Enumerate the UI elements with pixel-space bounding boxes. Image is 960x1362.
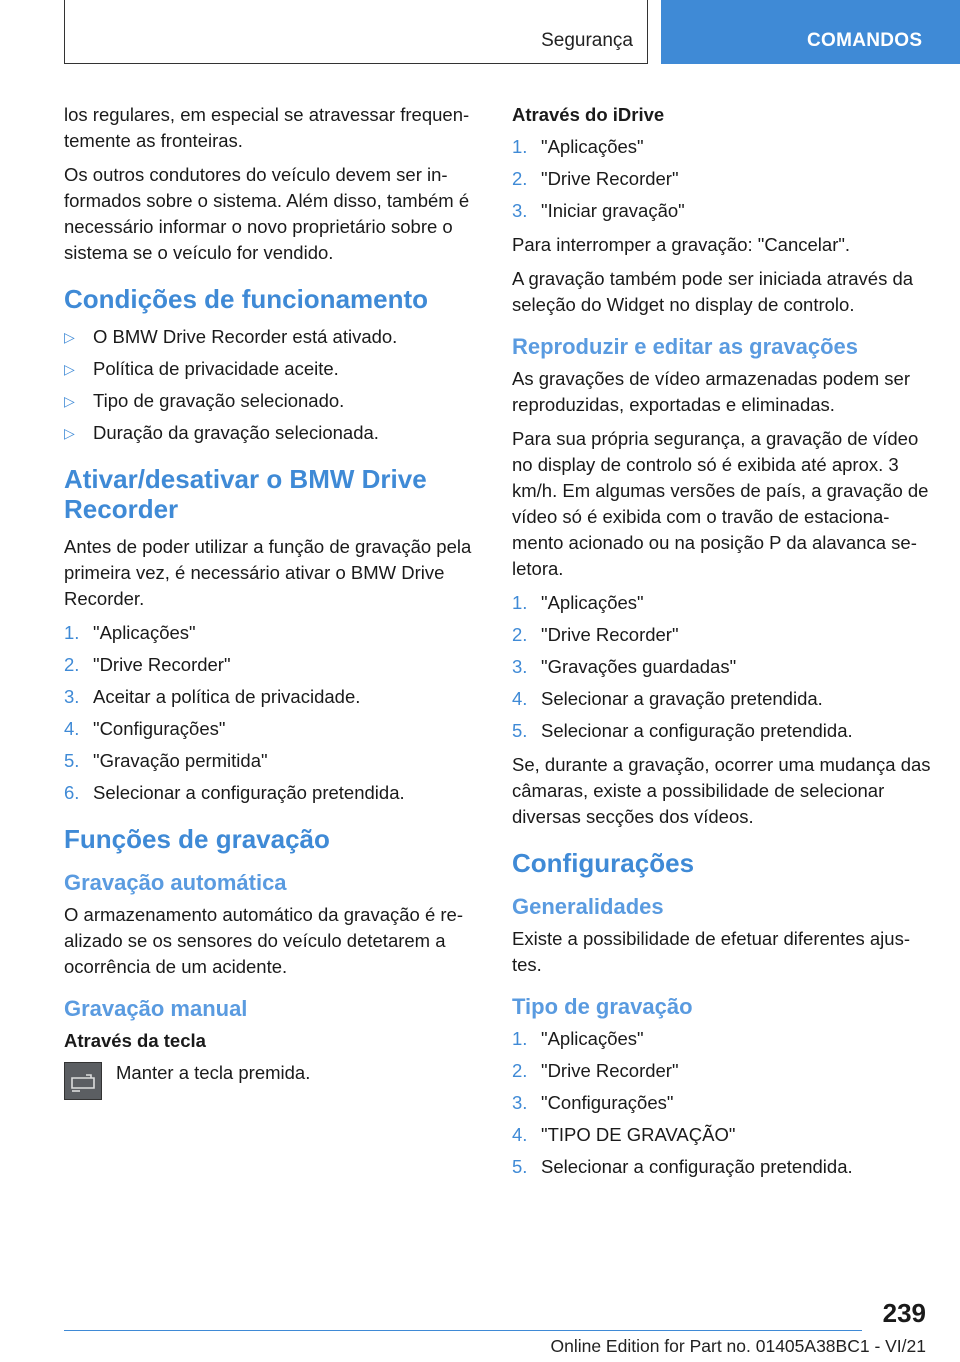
list-item: 5. Selecionar a configuração pretendida. (512, 1156, 853, 1177)
paragraph: los regulares, em especial se atravessar frequen-temente as fronteiras. (64, 104, 470, 151)
list-item: 3. "Iniciar gravação" (512, 200, 685, 221)
header-section: Segurança (541, 30, 633, 51)
paragraph: A gravação também pode ser iniciada através da seleção do Widget no display de controlo. (512, 268, 914, 315)
footer-edition: Online Edition for Part no. 01405A38BC1 - VI/21 (550, 1336, 926, 1356)
triangle-bullet-icon: ▷ (64, 393, 75, 409)
conditions-list (64, 324, 484, 446)
right-column (512, 102, 932, 1188)
heading-settings: Configurações (512, 848, 695, 878)
list-item: 3. "Gravações guardadas" (512, 656, 737, 677)
header-chapter-tab (661, 0, 960, 64)
heading-via-button: Através da tecla (64, 1030, 206, 1051)
list-item: 4. Selecionar a gravação pretendida. (512, 688, 823, 709)
triangle-bullet-icon: ▷ (64, 361, 75, 377)
left-column (64, 102, 484, 1102)
heading-playback: Reproduzir e editar as gravações (512, 334, 859, 359)
list-item: 4. "Configurações" (64, 718, 226, 739)
heading-recording-functions: Funções de gravação (64, 824, 330, 854)
paragraph: Existe a possibilidade de efetuar diferentes ajus-tes. (512, 928, 910, 975)
list-item: 1. "Aplicações" (512, 1028, 644, 1049)
playback-steps (512, 590, 932, 744)
paragraph: O armazenamento automático da gravação é re-alizado se os sensores do veículo detetarem a ocorrência de um acidente. (64, 904, 463, 977)
activate-steps (64, 620, 484, 806)
paragraph: Para interromper a gravação: "Cancelar". (512, 234, 851, 255)
paragraph: As gravações de vídeo armazenadas podem ser reproduzidas, exportadas e eliminadas. (512, 368, 910, 415)
header-chapter: COMANDOS (807, 30, 923, 51)
list-item: 5. Selecionar a configuração pretendida. (512, 720, 853, 741)
recording-type-steps (512, 1026, 932, 1180)
list-item: 2. "Drive Recorder" (512, 1060, 679, 1081)
heading-via-idrive: Através do iDrive (512, 104, 665, 125)
triangle-bullet-icon: ▷ (64, 329, 75, 345)
list-item: 6. Selecionar a configuração pretendida. (64, 782, 405, 803)
list-item: 1. "Aplicações" (512, 592, 644, 613)
list-item: ▷ Tipo de gravação selecionado. (64, 388, 484, 414)
idrive-steps (512, 134, 932, 224)
paragraph: Se, durante a gravação, ocorrer uma mudança das câmaras, existe a possibilidade de selecionar diversas secções dos vídeos. (512, 754, 931, 827)
paragraph: Antes de poder utilizar a função de gravação pela primeira vez, é necessário ativar o BMW Drive Recorder. (64, 536, 472, 609)
list-item: 3. "Configurações" (512, 1092, 674, 1113)
list-item: ▷ O BMW Drive Recorder está ativado. (64, 324, 484, 350)
heading-activate: Ativar/desativar o BMW Drive Recorder (64, 464, 427, 524)
heading-general: Generalidades (512, 894, 664, 919)
list-item: 5. "Gravação permitida" (64, 750, 268, 771)
list-item: 3. Aceitar a política de privacidade. (64, 686, 361, 707)
list-item: ▷ Duração da gravação selecionada. (64, 420, 484, 446)
footer-divider (64, 1330, 862, 1331)
list-item: 1. "Aplicações" (512, 136, 644, 157)
heading-recording-type: Tipo de gravação (512, 994, 693, 1019)
page-number: 239 (882, 1298, 926, 1328)
paragraph: Para sua própria segurança, a gravação de vídeo no display de controlo só é exibida até aprox. 3 km/h. Em algumas versões de país, a gravação de vídeo só é exibida com o travão de estaciona-mento acionado ou na posição P da alavanca se-letora. (512, 428, 929, 579)
paragraph: Os outros condutores do veículo devem ser in-formados sobre o sistema. Além disso, também é necessário informar o novo proprietário sobre o sistema se o veículo for vendido. (64, 164, 470, 263)
list-item: ▷ Política de privacidade aceite. (64, 356, 484, 382)
list-item: 2. "Drive Recorder" (512, 624, 679, 645)
heading-conditions: Condições de funcionamento (64, 284, 429, 314)
list-item: 2. "Drive Recorder" (64, 654, 231, 675)
header-section-box (64, 0, 648, 64)
drive-recorder-key-icon (64, 1062, 102, 1100)
list-item: 4. "TIPO DE GRAVAÇÃO" (512, 1124, 736, 1145)
list-item: 2. "Drive Recorder" (512, 168, 679, 189)
triangle-bullet-icon: ▷ (64, 425, 75, 441)
button-instruction (64, 1060, 484, 1102)
paragraph: Manter a tecla premida. (116, 1062, 311, 1083)
heading-manual-recording: Gravação manual (64, 996, 248, 1021)
list-item: 1. "Aplicações" (64, 622, 196, 643)
heading-auto-recording: Gravação automática (64, 870, 287, 895)
